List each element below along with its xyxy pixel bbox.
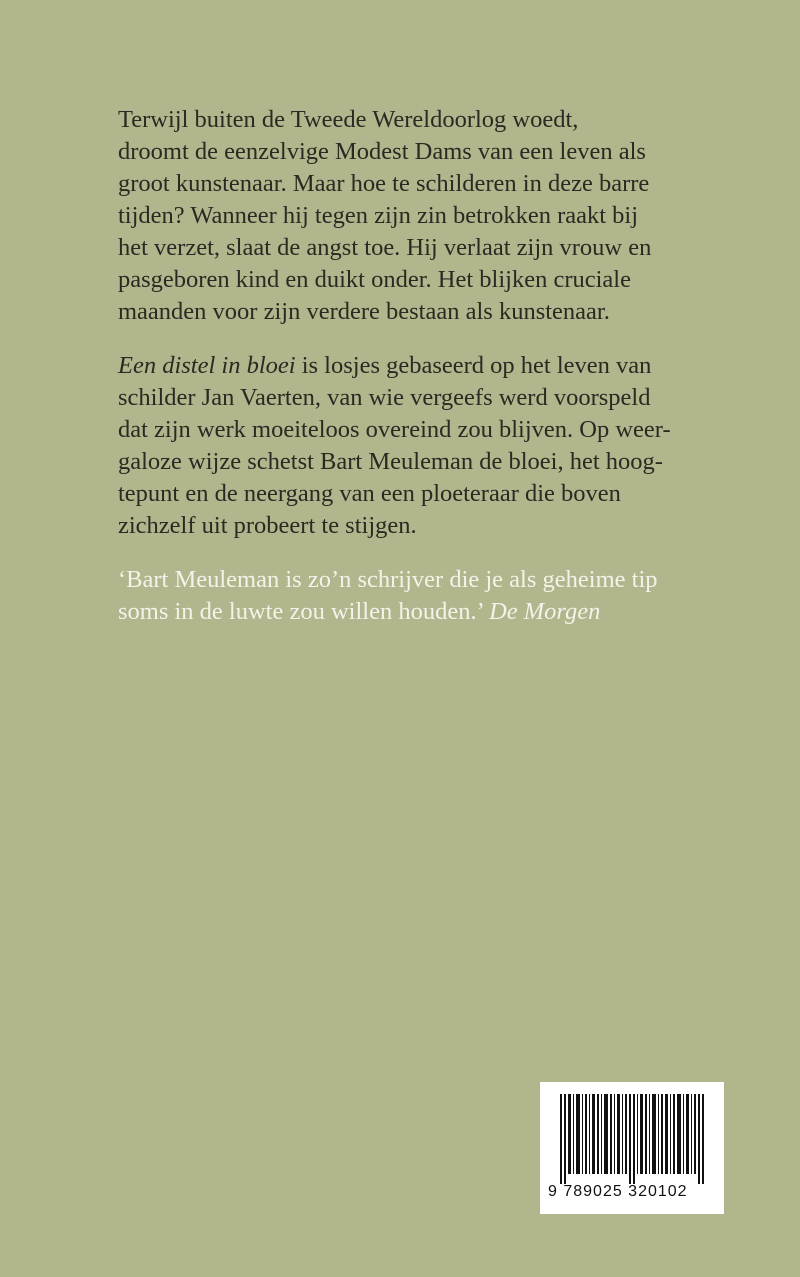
quote-line: ‘Bart Meuleman is zo’n schrijver die je als geheime tip	[118, 566, 658, 593]
text-line: tepunt en de neergang van een ploeteraar die boven	[118, 480, 621, 507]
press-quote	[118, 564, 758, 628]
isbn-barcode	[540, 1082, 724, 1214]
text-line: groot kunstenaar. Maar hoe te schilderen in deze barre	[118, 170, 650, 197]
quote-line	[118, 596, 758, 628]
text-line: het verzet, slaat de angst toe. Hij verlaat zijn vrouw en	[118, 234, 652, 261]
text-line: schilder Jan Vaerten, van wie vergeefs werd voorspeld	[118, 384, 651, 411]
text-fragment: is losjes gebaseerd op het leven van	[295, 352, 652, 379]
text-line: galoze wijze schetst Bart Meuleman de bloei, het hoog-	[118, 448, 663, 475]
text-line: maanden voor zijn verdere bestaan als kunstenaar.	[118, 298, 610, 325]
back-cover-blurb	[118, 104, 758, 650]
barcode-bars	[560, 1094, 706, 1184]
book-title: Een distel in bloei	[118, 352, 296, 379]
synopsis-paragraph	[118, 104, 758, 328]
background-paragraph	[118, 350, 758, 542]
quote-source: De Morgen	[489, 598, 601, 625]
isbn-number: 9 789025 320102	[548, 1183, 688, 1200]
text-line: zichzelf uit probeert te stijgen.	[118, 512, 417, 539]
text-line: droomt de eenzelvige Modest Dams van een leven als	[118, 138, 646, 165]
quote-fragment: soms in de luwte zou willen houden.’	[118, 598, 490, 625]
text-line	[118, 350, 758, 382]
text-line: pasgeboren kind en duikt onder. Het blijken cruciale	[118, 266, 631, 293]
text-line: dat zijn werk moeiteloos overeind zou blijven. Op weer-	[118, 416, 671, 443]
text-line: Terwijl buiten de Tweede Wereldoorlog woedt,	[118, 106, 579, 133]
text-line: tijden? Wanneer hij tegen zijn zin betrokken raakt bij	[118, 202, 639, 229]
